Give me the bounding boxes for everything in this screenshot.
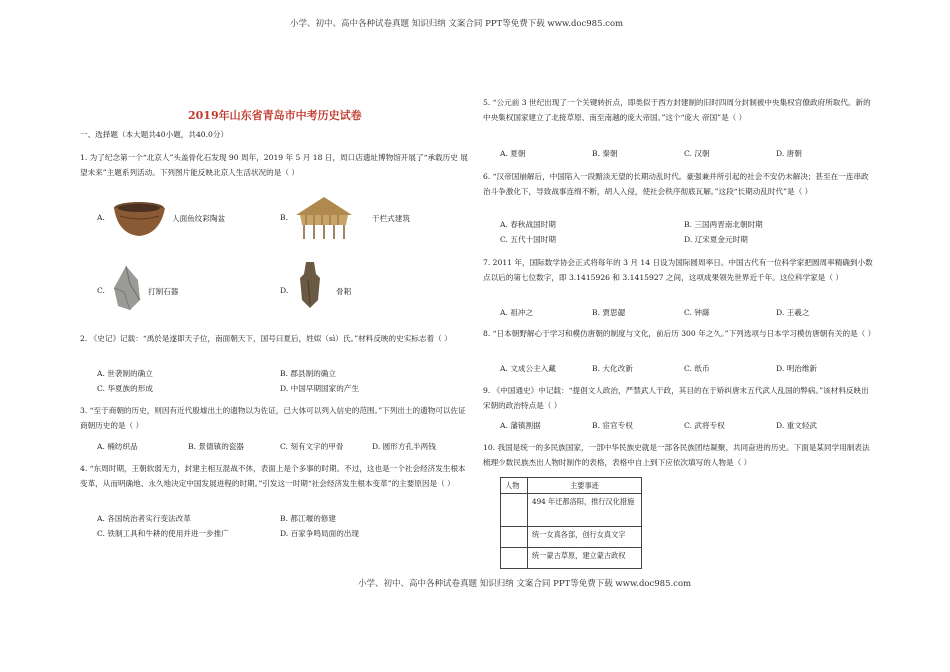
q9-option-a: A. 藩镇割据	[500, 421, 541, 430]
section-heading: 一、选择题（本大题共40小题，共40.0分）	[80, 130, 229, 139]
q7-option-b: B. 贾思勰	[592, 308, 626, 317]
question-6-stem: 6. “汉帝国崩解后，中国陷入一段黯淡无望的长期动乱时代。豪强兼并所引起的社会不安仍未解决；甚至在一连串政治斗争激化下，导致战事连绵不断，胡人入侵，使社会秩序彻底瓦解。”这段“长期动乱时代”是（ ）	[483, 172, 869, 196]
q3-option-a: A. 楠纺织品	[97, 442, 138, 451]
page-footer: 小学、初中、高中各种试卷真题 知识归纳 文案合同 PPT等免费下载 www.doc985.com	[358, 579, 692, 589]
q1-option-b-text: 干栏式建筑	[372, 214, 410, 223]
q9-option-b: B. 宦官专权	[592, 421, 633, 430]
q2-option-a: A. 世袭制的确立	[97, 369, 153, 378]
q5-option-b: B. 秦朝	[592, 149, 618, 158]
question-3-stem: 3. “至于商朝的历史，则因有近代殷墟出土的遗物以为佐证，已大体可以列入信史的范围。”下列出土的遗物可以佐证商朝历史的是（ ）	[80, 406, 466, 430]
question-5-stem: 5. “公元前 3 世纪出现了一个关键转折点，即类似于西方封建制的旧时四周分封制被中央集权官僚政府所取代。新的中央集权国家建立了北接草原、南至南越的庞大帝国。”这个“庞大 帝国”是（ ）	[483, 98, 871, 122]
q1-option-d-label: D.	[280, 286, 289, 295]
q2-option-c: C. 华夏族的形成	[97, 384, 153, 393]
q8-option-c: C. 纸币	[684, 364, 710, 373]
question-10-stem: 10. 我国是统一的多民族国家，一部中华民族史就是一部各民族团结凝聚、共同奋进的历史。下面是某同学用制表法梳理少数民族杰出人物时制作的表格，表格中自上到下应依次填写的人物是（ ）	[483, 443, 870, 467]
table-cell	[501, 494, 528, 527]
q7-option-a: A. 祖冲之	[500, 308, 534, 317]
q9-option-d: D. 重文轻武	[776, 421, 818, 430]
q5-option-c: C. 汉朝	[684, 149, 710, 158]
q1-option-b-label: B.	[280, 213, 288, 222]
q8-option-a: A. 文成公主入藏	[500, 364, 556, 373]
q5-option-d: D. 唐朝	[776, 149, 802, 158]
question-9-stem: 9. 《中国通史》中记载：“提倡文人政治，严禁武人干政，其目的在于矫纠唐末五代武人乱国的弊病。”该材料反映出宋朝的政治特点是（ ）	[483, 386, 869, 410]
bone-spade-image	[296, 260, 324, 314]
q5-option-a: A. 夏朝	[500, 149, 526, 158]
page-header: 小学、初中、高中各种试卷真题 知识归纳 文案合同 PPT等免费下载 www.doc985.com	[290, 19, 624, 29]
table-row	[501, 494, 642, 527]
q2-option-b: B. 郡县制的确立	[280, 369, 336, 378]
table-header-row	[501, 478, 642, 494]
q4-option-b: B. 都江堰的修建	[280, 514, 336, 523]
q9-option-c: C. 武将专权	[684, 421, 725, 430]
q3-option-c: C. 刻有文字的甲骨	[280, 442, 344, 451]
table-cell: 494 年迁都洛阳，推行汉化措施	[528, 494, 642, 527]
q3-option-b: B. 景德镇的瓷器	[188, 442, 244, 451]
table-cell: 统一蒙古草原，建立蒙古政权	[528, 548, 642, 569]
q7-option-d: D. 王羲之	[776, 308, 810, 317]
stilt-house-image	[292, 195, 356, 245]
q4-option-d: D. 百家争鸣局面的出现	[280, 529, 359, 538]
q1-option-d-text: 骨耜	[336, 287, 352, 296]
q6-option-d: D. 辽宋夏金元时期	[684, 235, 748, 244]
question-4-stem: 4. “东周时期，王朝软弱无力，封建主相互混战不休，表面上是个多事的时期。不过，这也是一个社会经济发生根本变革，从而明确地、永久地决定中国发展进程的时期。”引发这一时期“社会经济发生根本变革”的主要原因是（ ）	[80, 464, 466, 488]
table-cell: 统一女真各部，创行女真文字	[528, 527, 642, 548]
question-8-stem: 8. “日本朝野解心于学习和模仿唐朝的制度与文化，前后历 300 年之久。”下列选项与日本学习模仿唐朝有关的是（ ）	[483, 329, 876, 338]
pottery-basin-image	[112, 200, 167, 244]
q6-option-c: C. 五代十国时期	[500, 235, 556, 244]
q4-option-a: A. 各国统治者实行变法改革	[97, 514, 191, 523]
q4-option-c: C. 铁制工具和牛耕的使用并进一步推广	[97, 529, 229, 538]
table-cell	[501, 527, 528, 548]
table-header-cell: 主要事迹	[528, 478, 642, 494]
q3-option-d: D. 圆形方孔半两钱	[372, 442, 436, 451]
q2-option-d: D. 中国早期国家的产生	[280, 384, 359, 393]
table-row	[501, 548, 642, 569]
question-2-stem: 2. 《史记》记载：“禹於是遂即天子位，南面朝天下，国号曰夏后，姓姒（sì）氏。”材料反映的史实标志着（ ）	[80, 334, 452, 343]
table-cell	[501, 548, 528, 569]
q6-option-b: B. 三国两晋南北朝时期	[684, 220, 763, 229]
q1-option-c-text: 打制石器	[148, 287, 179, 296]
figures-table	[500, 477, 642, 569]
table-row	[501, 527, 642, 548]
q8-option-b: B. 大化改新	[592, 364, 633, 373]
question-1-stem: 1. 为了纪念第一个“北京人”头盖骨化石发现 90 周年，2019 年 5 月 18 日，周口店遗址博物馆开展了“承载历史 展望未来”主题系列活动。下列图片能反映北京人生活状况的是（ ）	[80, 153, 468, 177]
q1-option-c-label: C.	[97, 286, 105, 295]
question-7-stem: 7. 2011 年，国际数学协会正式将每年的 3 月 14 日设为国际圆周率日。中国古代有一位科学家把圆周率精确到小数点以后的第七位数字，即 3.1415926 和 3.1415927 之间，这项成果领先世界近千年。这位科学家是（ ）	[483, 258, 873, 282]
table-header-cell: 人物	[501, 478, 528, 494]
q6-option-a: A. 春秋战国时期	[500, 220, 556, 229]
q7-option-c: C. 钟繇	[684, 308, 710, 317]
q8-option-d: D. 明治维新	[776, 364, 818, 373]
q1-option-a-label: A.	[97, 213, 105, 222]
stone-tool-image	[112, 264, 142, 316]
q1-option-a-text: 人面鱼纹彩陶盆	[172, 214, 226, 223]
doc-title: 2019年山东省青岛市中考历史试卷	[188, 109, 362, 122]
